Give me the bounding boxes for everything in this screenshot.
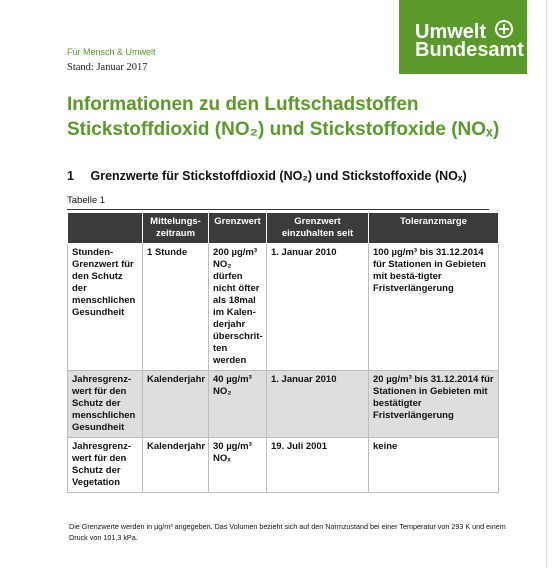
table-header-row — [68, 213, 499, 244]
table-row — [68, 244, 499, 371]
table-label: Tabelle 1 — [67, 195, 106, 206]
table-header-cell: Toleranzmarge — [369, 213, 499, 244]
section-heading — [67, 169, 537, 183]
table-cell: 1 Stunde — [143, 244, 209, 371]
table-label-rule — [67, 209, 489, 210]
section-number: 1 — [67, 169, 74, 183]
table-row — [68, 371, 499, 438]
page-edge-divider — [546, 0, 547, 568]
table-cell: keine — [369, 438, 499, 493]
table-cell: Stunden-Grenzwert für den Schutz der menschlichen Gesundheit — [68, 244, 143, 371]
table-cell: 1. Januar 2010 — [267, 371, 369, 438]
document-title — [67, 92, 537, 142]
logo-line-2: Bundesamt — [415, 39, 524, 61]
table-header-cell: Grenzwert einzuhalten seit — [267, 213, 369, 244]
table-cell: 1. Januar 2010 — [267, 244, 369, 371]
tree-icon — [495, 20, 513, 38]
tagline: Für Mensch & Umwelt — [67, 47, 156, 57]
table-cell: 40 µg/m³ NO₂ — [209, 371, 267, 438]
title-line-2: Stickstoffdioxid (NO₂) und Stickstoffoxide (NOₓ) — [67, 119, 500, 140]
limits-table — [67, 212, 499, 493]
table-header-cell — [68, 213, 143, 244]
table-cell: Kalenderjahr — [143, 438, 209, 493]
table-cell: 30 µg/m³ NOₓ — [209, 438, 267, 493]
stand-date: Stand: Januar 2017 — [67, 62, 148, 73]
logo-line-1: Umwelt — [415, 21, 487, 43]
table-footnote: Die Grenzwerte werden in µg/m³ angegeben. Das Volumen bezieht sich auf den Normzustand bei einer Temperatur von 293 K und einem Druck von 101,3 kPa. — [69, 522, 506, 542]
title-line-1: Informationen zu den Luftschadstoffen — [67, 94, 419, 115]
table-cell: Jahresgrenz-wert für den Schutz der Vegetation — [68, 438, 143, 493]
table-header-cell: Grenzwert — [209, 213, 267, 244]
table-cell: 19. Juli 2001 — [267, 438, 369, 493]
table-cell: 20 µg/m³ bis 31.12.2014 für Stationen in Gebieten mit bestätigter Fristverlängerung — [369, 371, 499, 438]
umweltbundesamt-logo — [399, 0, 527, 74]
table-cell: Kalenderjahr — [143, 371, 209, 438]
table-row — [68, 438, 499, 493]
table-cell: Jahresgrenz-wert für den Schutz der menschlichen Gesundheit — [68, 371, 143, 438]
table-cell: 200 µg/m³ NO₂ dürfen nicht öfter als 18mal im Kalen-derjahr überschrit-ten werden — [209, 244, 267, 371]
section-title: Grenzwerte für Stickstoffdioxid (NO₂) und Stickstoffoxide (NOₓ) — [90, 169, 467, 183]
table-header-cell: Mittelungs-zeitraum — [143, 213, 209, 244]
table-cell: 100 µg/m³ bis 31.12.2014 für Stationen in Gebieten mit bestä-tigter Fristverlängerung — [369, 244, 499, 371]
